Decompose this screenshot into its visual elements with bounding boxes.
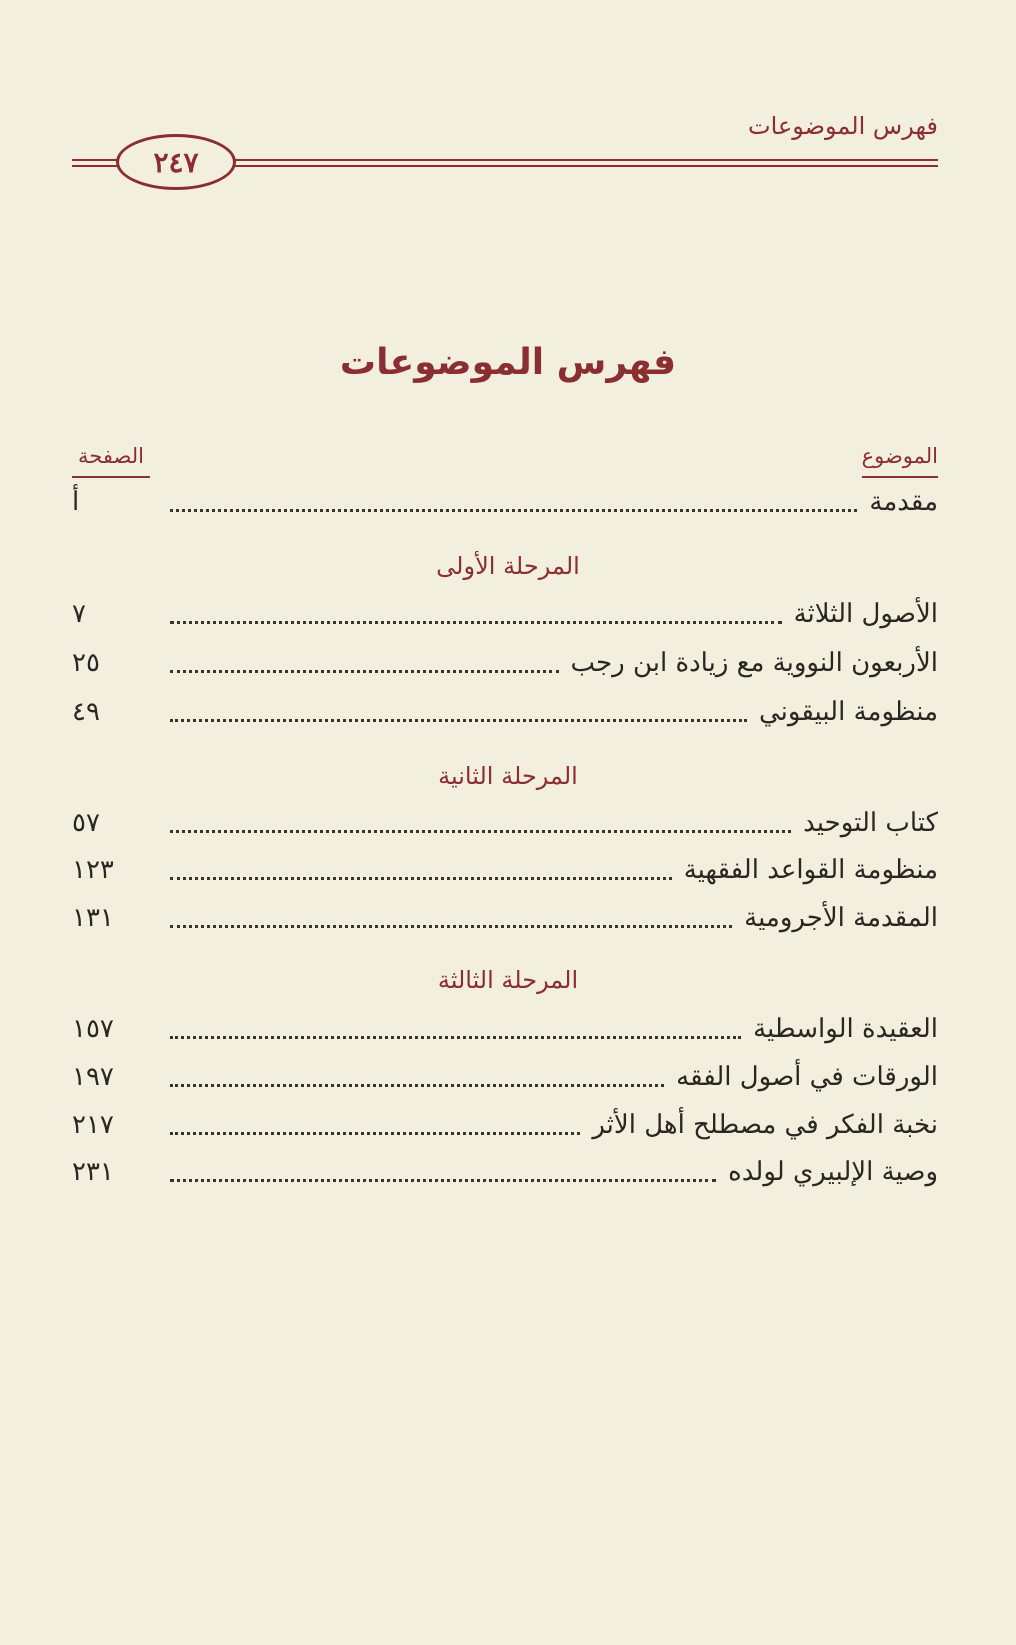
toc-page-number: ١٢٣ [72, 855, 114, 885]
toc-entry-label: مقدمة [869, 487, 938, 517]
dot-leader [170, 830, 791, 833]
toc-entry-label: العقيدة الواسطية [753, 1014, 938, 1044]
toc-page-number: أ [72, 487, 80, 517]
toc-entry-label: المقدمة الأجرومية [744, 903, 938, 933]
toc-entry[interactable] [72, 641, 938, 685]
dot-leader [170, 1179, 716, 1182]
toc-entry-label: الأربعون النووية مع زيادة ابن رجب [570, 648, 938, 678]
toc-page-number: ٥٧ [72, 808, 100, 838]
toc-entry[interactable] [72, 801, 938, 845]
toc-entry[interactable] [72, 848, 938, 892]
toc-page-number: ١٩٧ [72, 1062, 114, 1092]
toc-page-number: ٤٩ [72, 697, 100, 727]
toc-page-number: ٢١٧ [72, 1110, 114, 1140]
toc-entry-label: الأصول الثلاثة [793, 599, 938, 629]
page-title: فهرس الموضوعات [339, 342, 677, 383]
toc-page-number: ١٣١ [72, 903, 114, 933]
dot-leader [170, 925, 732, 928]
section-heading: المرحلة الثانية [438, 762, 578, 790]
toc-page-number: ١٥٧ [72, 1014, 114, 1044]
toc-page-number: ٢٣١ [72, 1157, 114, 1187]
toc-entry-label: وصية الإلبيري لولده [728, 1157, 938, 1187]
page-number-badge: ٢٤٧ [116, 134, 236, 190]
dot-leader [170, 877, 672, 880]
toc-entry-label: نخبة الفكر في مصطلح أهل الأثر [592, 1110, 938, 1140]
section-heading: المرحلة الأولى [436, 552, 580, 580]
dot-leader [170, 670, 559, 673]
toc-entry[interactable] [72, 896, 938, 940]
running-title: فهرس الموضوعات [748, 112, 938, 140]
toc-entry-label: كتاب التوحيد [803, 808, 938, 838]
dot-leader [170, 1036, 741, 1039]
section-heading: المرحلة الثالثة [437, 966, 579, 994]
dot-leader [170, 509, 857, 512]
column-header-page: الصفحة [72, 444, 150, 478]
dot-leader [170, 621, 782, 624]
column-header-topic: الموضوع [862, 444, 938, 478]
toc-entry-intro[interactable] [72, 480, 938, 524]
dot-leader [170, 719, 747, 722]
dot-leader [170, 1084, 664, 1087]
toc-entry[interactable] [72, 1103, 938, 1147]
toc-entry-label: منظومة القواعد الفقهية [683, 855, 938, 885]
toc-entry-label: الورقات في أصول الفقه [676, 1062, 938, 1092]
toc-entry[interactable] [72, 1055, 938, 1099]
toc-page-number: ٢٥ [72, 648, 100, 678]
toc-entry-label: منظومة البيقوني [759, 697, 938, 727]
toc-entry[interactable] [72, 592, 938, 636]
toc-entry[interactable] [72, 1150, 938, 1194]
toc-entry[interactable] [72, 690, 938, 734]
toc-entry[interactable] [72, 1007, 938, 1051]
toc-page-number: ٧ [72, 599, 86, 629]
dot-leader [170, 1132, 580, 1135]
